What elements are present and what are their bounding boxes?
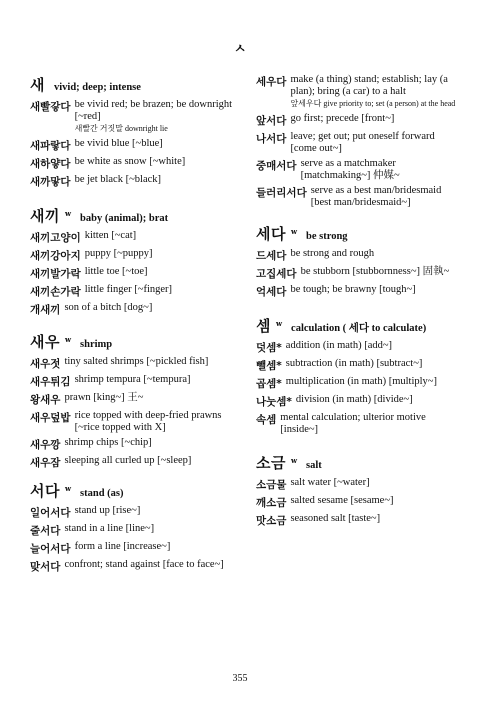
entry-term (256, 394, 292, 409)
dictionary-entry (256, 340, 461, 355)
entry-term-text: 늘어서다 (30, 543, 71, 555)
entry-gloss (75, 156, 235, 168)
entry-term-text: 들러리서다 (256, 187, 307, 199)
dictionary-entry (30, 523, 235, 538)
entry-term-text: 새끼고양이 (30, 232, 81, 244)
entry-gloss (64, 559, 235, 571)
headword: 세다 (256, 225, 286, 243)
entry-term-text: 새우젓 (30, 358, 61, 370)
dictionary-entry (256, 376, 461, 391)
dictionary-entry (30, 230, 235, 245)
word-origin-marker: w (290, 456, 298, 465)
dictionary-section (256, 223, 461, 299)
entry-term-text: 나서다 (256, 133, 287, 145)
dictionary-entry (30, 374, 235, 389)
entry-gloss (286, 358, 461, 370)
entry-term (256, 495, 286, 510)
entry-term (30, 437, 60, 452)
entry-example: 앞세우다 give priority to; set (a person) at the head (290, 99, 456, 108)
entry-gloss (290, 248, 461, 260)
dictionary-section (30, 331, 235, 470)
entry-term-text: 줄서다 (30, 525, 61, 537)
entry-gloss (85, 266, 235, 278)
entry-term-text: 새끼발가락 (30, 268, 81, 280)
entry-gloss (75, 410, 235, 434)
entry-term (30, 174, 71, 189)
entry-term (256, 376, 282, 391)
dictionary-section (30, 74, 235, 189)
dictionary-entry (256, 495, 461, 510)
entry-term (30, 230, 81, 245)
entry-term (30, 284, 81, 299)
dictionary-entry (256, 477, 461, 492)
entry-gloss (301, 266, 461, 278)
entry-term-text: 나눗셈* (256, 396, 292, 408)
section-header (256, 452, 461, 473)
entry-gloss-text: addition (in math) [add~] (285, 340, 393, 351)
dictionary-entry (256, 412, 461, 436)
entry-term-text: 곱셈* (256, 378, 282, 390)
entry-term-text: 맞서다 (30, 561, 61, 573)
entry-gloss-text: be white as snow [~white] (74, 156, 186, 167)
entry-gloss-text: little toe [~toe] (84, 266, 148, 277)
entry-gloss (64, 356, 235, 368)
entry-term (30, 455, 60, 470)
entry-term-text: 새끼손가락 (30, 286, 81, 298)
entry-gloss (64, 392, 235, 404)
dictionary-entry (256, 358, 461, 373)
section-header (30, 74, 235, 95)
headword: 소금 (256, 454, 286, 472)
entry-term (256, 131, 286, 146)
entry-gloss (75, 174, 235, 186)
entry-gloss (311, 185, 461, 209)
entry-term-text: 개새끼 (30, 304, 61, 316)
page-header-letter: ㅅ (233, 42, 247, 57)
section-header (30, 205, 235, 226)
entry-term (30, 392, 60, 407)
entry-gloss (296, 394, 461, 406)
entry-gloss-text: be jet black [~black] (74, 174, 162, 185)
section-header (30, 480, 235, 501)
word-origin-marker: w (276, 319, 283, 328)
entry-term-text: 세우다 (256, 76, 287, 88)
entry-gloss (286, 340, 461, 352)
entry-term-text: 앞서다 (256, 115, 287, 127)
entry-term-text: 소금물 (256, 479, 287, 491)
headword-gloss: shrimp (80, 339, 113, 350)
entry-gloss-text: make (a thing) stand; establish; lay (a plan); bring (a car) to a halt (290, 74, 448, 97)
entry-term-text: 왕새우 (30, 394, 61, 406)
dictionary-entry (256, 266, 461, 281)
entry-gloss-text: stand in a line [line~] (64, 523, 155, 534)
entry-gloss-text: be vivid red; be brazen; be downright [~red] (74, 99, 233, 122)
entry-term (30, 266, 81, 281)
entry-gloss-text: division (in math) [divide~] (295, 394, 413, 405)
entry-gloss (290, 284, 461, 296)
dictionary-entry (30, 174, 235, 189)
entry-gloss-text: salt water [~water] (290, 477, 370, 488)
entry-term (256, 74, 286, 89)
word-origin-marker: w (64, 335, 72, 344)
dictionary-entry (256, 185, 461, 209)
entry-gloss-text: leave; get out; put oneself forward [come out~] (290, 131, 435, 154)
entry-term-text: 새우깡 (30, 439, 61, 451)
entry-term-text: 깨소금 (256, 497, 287, 509)
entry-term (256, 513, 286, 528)
dictionary-entry (256, 113, 461, 128)
entry-gloss (75, 138, 235, 150)
headword-gloss: vivid; deep; intense (54, 82, 141, 93)
entry-term (30, 505, 71, 520)
entry-term (256, 284, 286, 299)
entry-gloss (301, 158, 461, 182)
entry-gloss-text: mental calculation; ulterior motive [inside~] (280, 412, 426, 435)
headword: 새우 (30, 333, 60, 351)
entry-gloss (280, 412, 461, 436)
entry-gloss (64, 437, 235, 449)
entry-gloss (290, 131, 461, 155)
dictionary-entry (30, 99, 235, 135)
dictionary-entry (30, 455, 235, 470)
dictionary-section (256, 452, 461, 528)
entry-term-text: 덧셈* (256, 342, 282, 354)
entry-gloss (290, 495, 461, 507)
dictionary-entry (256, 131, 461, 155)
dictionary-entry (256, 248, 461, 263)
entry-term (256, 412, 276, 427)
entry-gloss (64, 302, 235, 314)
dictionary-entry (30, 559, 235, 574)
entry-gloss (85, 230, 235, 242)
headword: 셈 (256, 317, 271, 335)
entry-term (256, 358, 282, 373)
dictionary-entry (30, 356, 235, 371)
dictionary-entry (30, 392, 235, 407)
entry-term (30, 559, 60, 574)
entry-term-text: 속셈 (256, 414, 277, 426)
dictionary-entry (30, 266, 235, 281)
entry-term-text: 새우튀김 (30, 376, 71, 388)
entry-term-text: 중매서다 (256, 160, 297, 172)
entry-gloss-text: son of a bitch [dog~] (64, 302, 153, 313)
entry-term-text: 새우잠 (30, 457, 61, 469)
headword-gloss: be strong (306, 231, 348, 242)
entry-example: 새빨간 거짓말 downright lie (74, 124, 168, 133)
entry-gloss-text: sleeping all curled up [~sleep] (64, 455, 192, 466)
headword: 새끼 (30, 207, 60, 225)
dictionary-entry (30, 505, 235, 520)
entry-gloss-text: be vivid blue [~blue] (74, 138, 163, 149)
dictionary-entry (256, 158, 461, 182)
left-column (30, 74, 235, 576)
headword-gloss: stand (as) (80, 488, 124, 499)
entry-term (30, 99, 71, 114)
entry-gloss-text: be strong and rough (290, 248, 375, 259)
dictionary-entry (30, 138, 235, 153)
entry-gloss-text: rice topped with deep-fried prawns [~rice topped with X] (74, 410, 222, 433)
dictionary-section (256, 74, 461, 209)
entry-gloss-text: stand up [rise~] (74, 505, 141, 516)
entry-gloss-text: confront; stand against [face to face~] (64, 559, 224, 570)
dictionary-section (30, 205, 235, 317)
dictionary-entry (30, 302, 235, 317)
entry-term-text: 일어서다 (30, 507, 71, 519)
headword-gloss: calculation ( 세다 to calculate) (291, 323, 427, 334)
entry-gloss-text: prawn [king~] 王~ (64, 392, 144, 403)
section-header (256, 223, 461, 244)
entry-term-text: 뺄셈* (256, 360, 282, 372)
word-origin-marker: w (290, 227, 298, 236)
dictionary-entry (256, 394, 461, 409)
entry-term (256, 248, 286, 263)
entry-gloss-text: shrimp chips [~chip] (64, 437, 152, 448)
right-column (256, 74, 461, 530)
dictionary-entry (30, 437, 235, 452)
entry-term-text: 새우덮밥 (30, 412, 71, 424)
entry-gloss-text: kitten [~cat] (84, 230, 137, 241)
entry-gloss (290, 477, 461, 489)
entry-gloss-text: be stubborn [stubbornness~] 固執~ (300, 266, 450, 277)
headword-gloss: baby (animal); brat (80, 213, 169, 224)
entry-gloss (286, 376, 461, 388)
entry-term (30, 138, 71, 153)
entry-gloss-text: salted sesame [sesame~] (290, 495, 394, 506)
entry-gloss (75, 541, 235, 553)
dictionary-section (30, 480, 235, 574)
entry-gloss-text: tiny salted shrimps [~pickled fish] (64, 356, 209, 367)
headword: 서다 (30, 482, 60, 500)
entry-gloss (64, 455, 235, 467)
entry-term (256, 158, 297, 173)
dictionary-entry (256, 284, 461, 299)
entry-term (30, 302, 60, 317)
entry-gloss-text: subtraction (in math) [subtract~] (285, 358, 423, 369)
entry-gloss-text: multiplication (in math) [multiply~] (285, 376, 437, 387)
entry-term (256, 477, 286, 492)
dictionary-entry (30, 156, 235, 171)
word-origin-marker: w (64, 209, 72, 218)
entry-term (30, 356, 60, 371)
headword-gloss: salt (306, 460, 322, 471)
entry-gloss (85, 284, 235, 296)
entry-term-text: 새끼강아지 (30, 250, 81, 262)
entry-term (30, 523, 60, 538)
entry-term-text: 고집세다 (256, 268, 297, 280)
entry-gloss-text: go first; precede [front~] (290, 113, 395, 124)
dictionary-section (256, 315, 461, 436)
dictionary-entry (30, 284, 235, 299)
entry-gloss-text: seasoned salt [taste~] (290, 513, 381, 524)
entry-gloss (290, 74, 461, 110)
entry-term (30, 410, 71, 425)
page-number: 355 (232, 673, 248, 684)
entry-gloss-text: serve as a matchmaker [matchmaking~] 仲媒~ (300, 158, 400, 181)
entry-gloss (75, 505, 235, 517)
entry-term-text: 새하얗다 (30, 158, 71, 170)
entry-gloss (290, 513, 461, 525)
entry-term (256, 266, 297, 281)
section-header (256, 315, 461, 336)
entry-gloss-text: serve as a best man/bridesmaid [best man/bridesmaid~] (310, 185, 442, 208)
dictionary-entry (30, 410, 235, 434)
entry-term (30, 374, 71, 389)
entry-term-text: 새까맣다 (30, 176, 71, 188)
section-header (30, 331, 235, 352)
entry-term (30, 156, 71, 171)
entry-gloss-text: little finger [~finger] (84, 284, 173, 295)
entry-term (30, 541, 71, 556)
entry-gloss (85, 248, 235, 260)
entry-gloss (64, 523, 235, 535)
entry-gloss-text: puppy [~puppy] (84, 248, 153, 259)
entry-term-text: 새빨갛다 (30, 101, 71, 113)
entry-term-text: 억세다 (256, 286, 287, 298)
entry-term (256, 340, 282, 355)
entry-gloss-text: be tough; be brawny [tough~] (290, 284, 416, 295)
entry-gloss (290, 113, 461, 125)
entry-term (30, 248, 81, 263)
dictionary-entry (256, 74, 461, 110)
dictionary-entry (30, 248, 235, 263)
entry-gloss (75, 99, 235, 135)
word-origin-marker: w (64, 484, 72, 493)
entry-term (256, 185, 307, 200)
entry-term (256, 113, 286, 128)
headword: 새 (30, 76, 45, 94)
entry-term-text: 드세다 (256, 250, 287, 262)
entry-gloss-text: form a line [increase~] (74, 541, 171, 552)
entry-term-text: 새파랗다 (30, 140, 71, 152)
dictionary-entry (256, 513, 461, 528)
entry-gloss-text: shrimp tempura [~tempura] (74, 374, 191, 385)
dictionary-entry (30, 541, 235, 556)
entry-term-text: 맛소금 (256, 515, 287, 527)
entry-gloss (75, 374, 235, 386)
